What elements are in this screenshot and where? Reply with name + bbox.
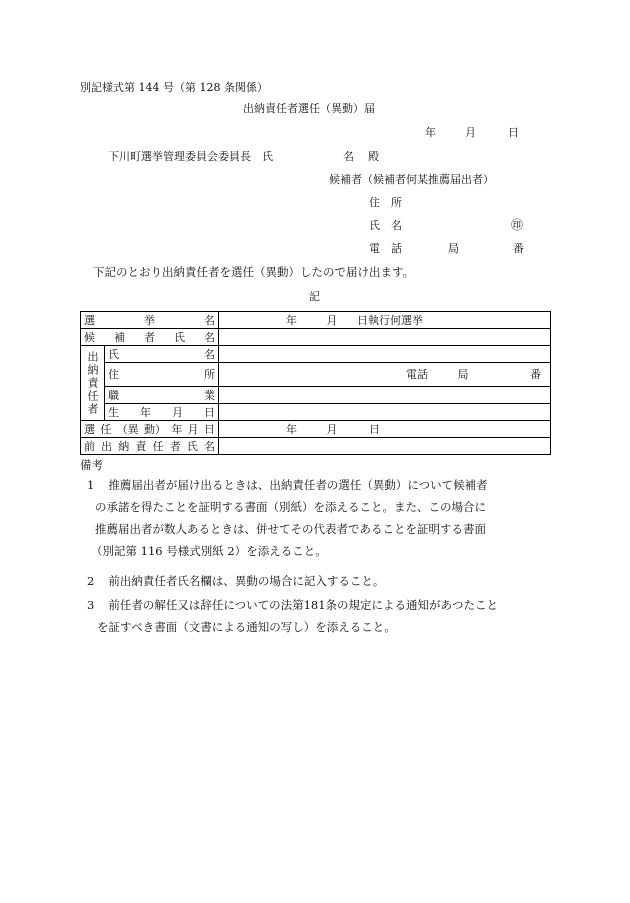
note-2-line-1: 前出納責任者氏名欄は、異動の場合に記入すること。 (108, 574, 385, 588)
table-row-occupation (81, 387, 551, 404)
intro-text: 下記のとおり出納責任者を選任（異動）したので届け出ます。 (93, 265, 415, 279)
treasurer-name-label: 氏 名 (108, 347, 215, 361)
addressee-name-label: 名 (343, 150, 354, 163)
treasurer-form-table (80, 311, 551, 455)
note-1-line-2: の承諾を得たことを証明する書面（別紙）を添えること。また、この場合に (95, 500, 486, 514)
note-item-2 (87, 570, 384, 592)
birth-label: 生 年 月 日 (108, 405, 215, 419)
notes-heading: 備考 (80, 458, 103, 472)
treasurer-phone-label: 電話 (406, 368, 428, 381)
table-row-appointment (81, 421, 551, 438)
treasurer-group-label: 出納責任者 (81, 346, 105, 421)
previous-value-cell[interactable] (219, 438, 551, 455)
note-1-line-1: 推薦届出者が届け出るときは、出納責任者の選任（異動）について候補者 (108, 478, 488, 492)
appointment-month: 月 (326, 422, 338, 436)
addressee-honorific: 殿 (368, 150, 379, 163)
candidate-label-cell (81, 329, 219, 346)
appointment-year: 年 (286, 422, 297, 436)
election-value-cell (219, 312, 551, 329)
candidate-label: 候 補 者 氏 名 (84, 330, 215, 344)
treasurer-address-label: 住 所 (108, 368, 215, 381)
treasurer-address-label-cell (105, 363, 219, 387)
table-row-election (81, 312, 551, 329)
ki-heading: 記 (309, 290, 320, 303)
table-row-candidate (81, 329, 551, 346)
treasurer-phone-station: 局 (457, 368, 469, 381)
appointment-label: 選 任 （異 動） 年 月 日 (84, 422, 215, 436)
candidate-value-cell[interactable] (219, 329, 551, 346)
applicant-address-label: 住 所 (369, 196, 402, 209)
appointment-value-cell[interactable] (219, 421, 551, 438)
form-title: 出納責任者選任（異動）届 (243, 102, 375, 115)
applicant-phone-number: 番 (513, 242, 524, 255)
occupation-label: 職 業 (108, 388, 215, 402)
election-year: 年 (286, 313, 297, 327)
date-day-label: 日 (508, 126, 519, 139)
previous-label-cell (81, 438, 219, 455)
election-label-cell (81, 312, 219, 329)
election-rest: 日執行何選挙 (357, 313, 423, 327)
birth-value-cell[interactable] (219, 404, 551, 421)
appointment-label-cell (81, 421, 219, 438)
occupation-label-cell (105, 387, 219, 404)
note-number-3: 3 (87, 598, 95, 612)
treasurer-name-label-cell (105, 346, 219, 363)
treasurer-phone-number: 番 (530, 368, 541, 381)
appointment-day: 日 (369, 422, 380, 436)
applicant-name-label: 氏 名 (369, 219, 402, 232)
occupation-value-cell[interactable] (219, 387, 551, 404)
note-3-line-2: を証すべき書面（文書による通知の写し）を添えること。 (97, 620, 396, 634)
birth-label-cell (105, 404, 219, 421)
addressee-text: 下川町選挙管理委員会委員長 氏 (108, 150, 273, 163)
treasurer-address-value-cell[interactable] (219, 363, 551, 387)
note-1-line-3: 推薦届出者が数人あるときは、併せてその代表者であることを証明する書面 (95, 522, 486, 536)
note-item-3 (87, 594, 498, 638)
note-item-1 (87, 474, 488, 562)
seal-mark: ㊞ (511, 218, 524, 232)
table-row-treasurer-address (81, 363, 551, 387)
form-number: 別記様式第 144 号（第 128 条関係） (80, 81, 268, 94)
date-year-label: 年 (425, 126, 436, 139)
previous-label: 前 出 納 責 任 者 氏 名 (84, 439, 215, 453)
note-number-1: 1 (87, 478, 95, 492)
applicant-label: 候補者（候補者何某推薦届出者） (329, 173, 494, 186)
date-month-label: 月 (465, 126, 476, 139)
note-1-line-4: （別記第 116 号様式別紙 2）を添えること。 (91, 544, 327, 558)
note-3-line-1: 前任者の解任又は辞任についての法第181条の規定による通知があつたこと (108, 598, 499, 612)
treasurer-name-value-cell[interactable] (219, 346, 551, 363)
election-month: 月 (326, 313, 338, 327)
table-row-previous (81, 438, 551, 455)
table-row-treasurer-name (81, 346, 551, 363)
applicant-phone-label: 電 話 (369, 242, 402, 255)
note-number-2: 2 (87, 574, 95, 588)
applicant-phone-station: 局 (448, 242, 459, 255)
election-label: 選 挙 名 (84, 313, 215, 327)
table-row-birth (81, 404, 551, 421)
